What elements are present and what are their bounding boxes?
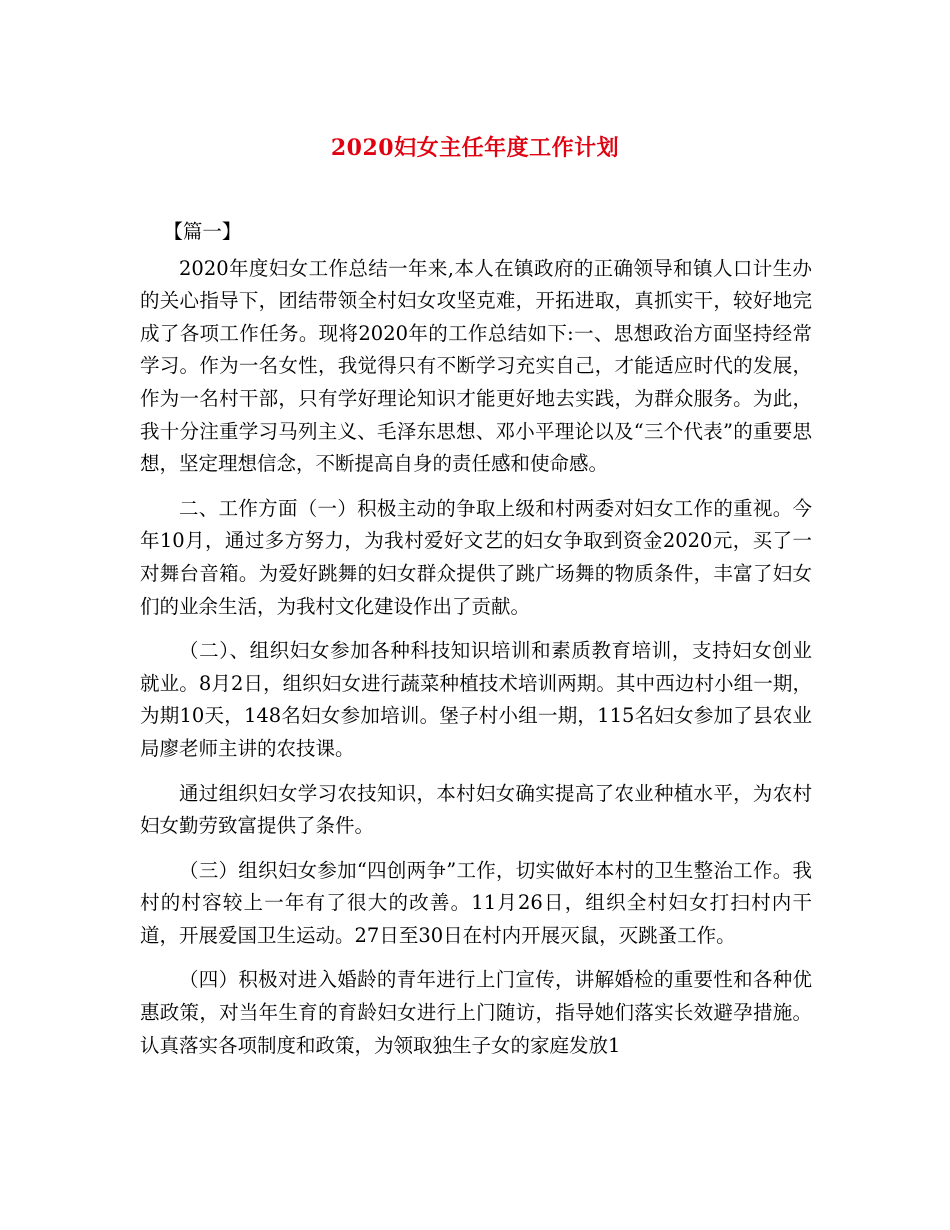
document-title: 2020妇女主任年度工作计划 [330,135,620,161]
paragraph-2: 二、工作方面（一）积极主动的争取上级和村两委对妇女工作的重视。今年10月，通过多方努力，为我村爱好文艺的妇女争取到资金2020元，买了一对舞台音箱。为爱好跳舞的妇女群众提供了跳广场舞的物质条件，丰富了妇女们的业余生活，为我村文化建设作出了贡献。 [140,496,812,618]
section-header: 【篇一】 [163,220,242,243]
paragraph-5: （三）组织妇女参加“四创两争”工作，切实做好本村的卫生整治工作。我村的村容较上一年有了很大的改善。11月26日，组织全村妇女打扫村内干道，开展爱国卫生运动。27日至30日在村内开展灭鼠，灭跳蚤工作。 [140,858,812,947]
paragraph-4: 通过组织妇女学习农技知识，本村妇女确实提高了农业种植水平，为农村妇女勤劳致富提供了条件。 [140,781,812,838]
paragraph-3: （二）、组织妇女参加各种科技知识培训和素质教育培训，支持妇女创业就业。8月2日，组织妇女进行蔬菜种植技术培训两期。其中西边村小组一期，为期10天，148名妇女参加培训。堡子村小组一期，115名妇女参加了县农业局廖老师主讲的农技课。 [140,639,812,760]
paragraph-6: （四）积极对进入婚龄的青年进行上门宣传，讲解婚检的重要性和各种优惠政策，对当年生育的育龄妇女进行上门随访，指导她们落实长效避孕措施。认真落实各项制度和政策，为领取独生子女的家庭发放1 [140,968,812,1057]
paragraph-1: 2020年度妇女工作总结一年来,本人在镇政府的正确领导和镇人口计生办的关心指导下，团结带领全村妇女攻坚克难，开拓进取，真抓实干，较好地完成了各项工作任务。现将2020年的工作总结如下:一、思想政治方面坚持经常学习。作为一名女性，我觉得只有不断学习充实自己，才能适应时代的发展，作为一名村干部，只有学好理论知识才能更好地去实践，为群众服务。为此，我十分注重学习马列主义、毛泽东思想、邓小平理论以及“三个代表”的重要思想，坚定理想信念，不断提高自身的责任感和使命感。 [140,256,812,476]
document-body [140,216,812,1074]
